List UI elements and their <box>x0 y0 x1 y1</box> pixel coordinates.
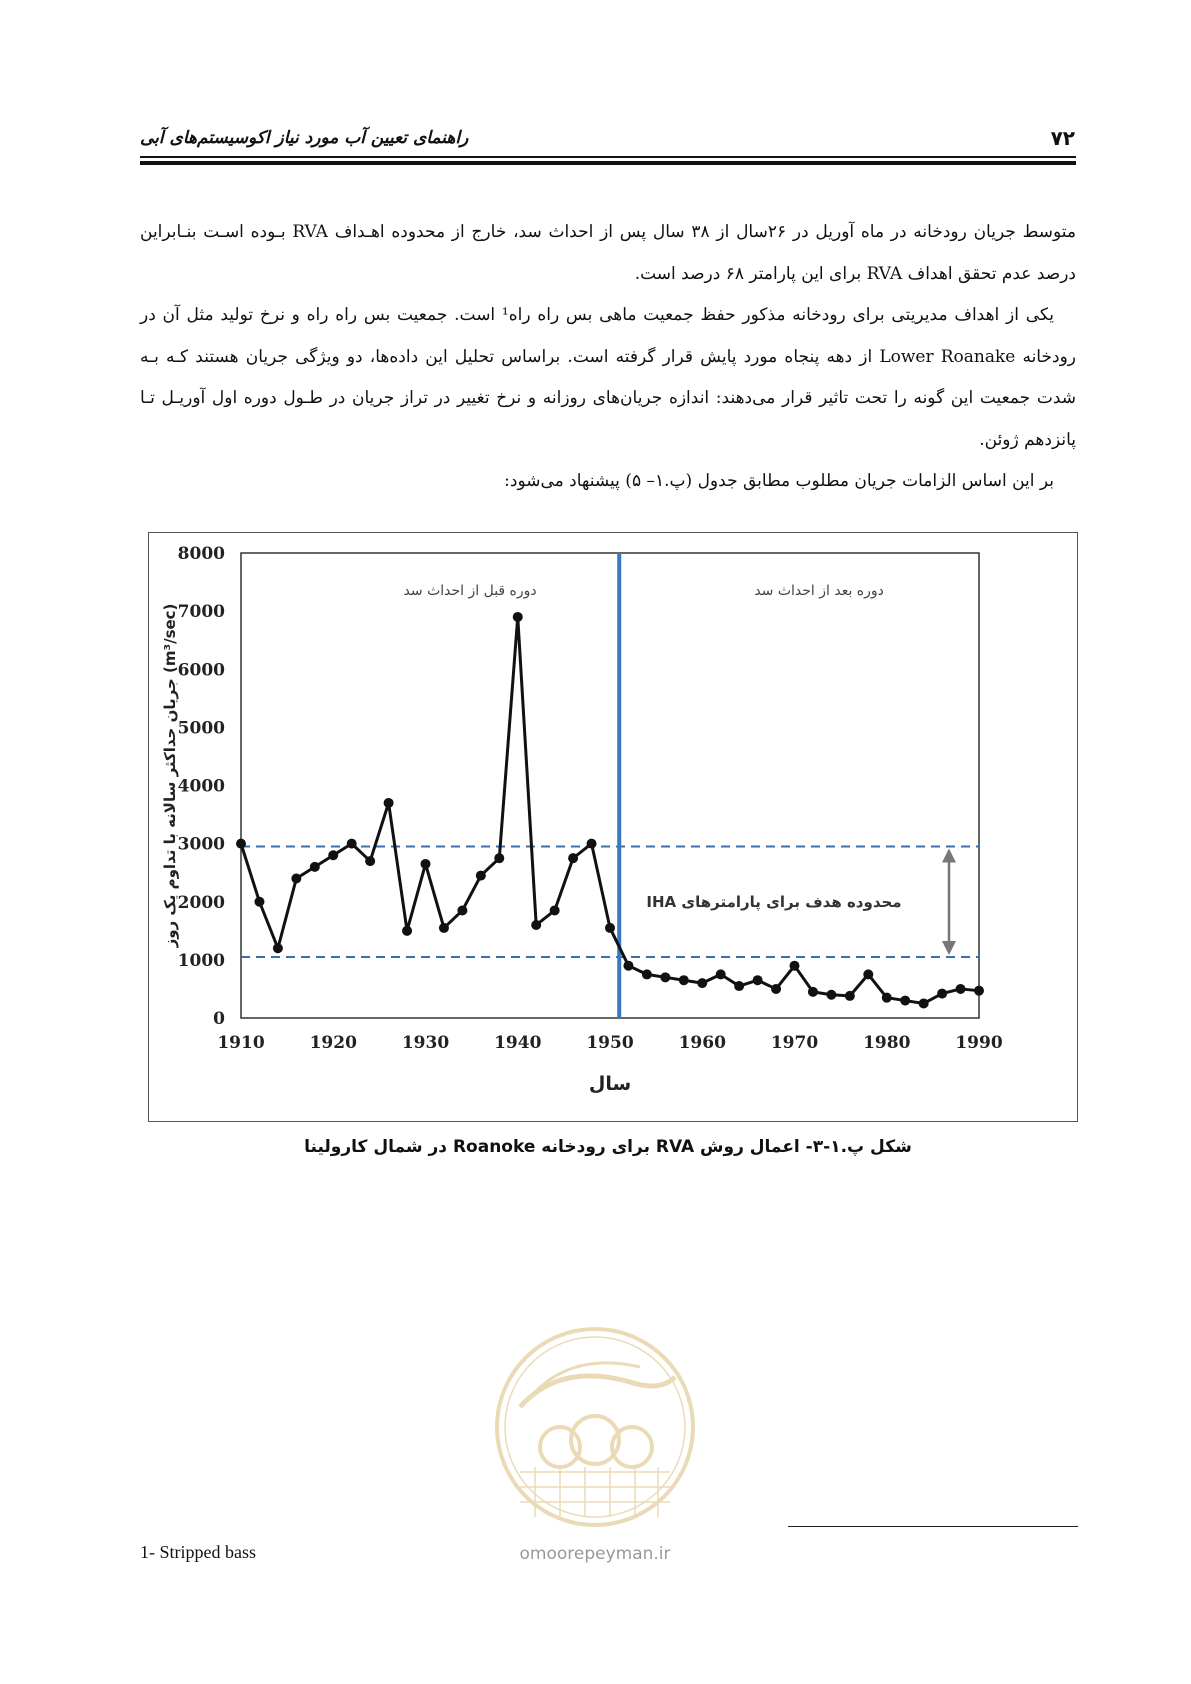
paragraph-2 <box>140 295 1076 461</box>
running-header-title: راهنمای تعیین آب مورد نیاز اکوسیستم‌های آبی <box>140 128 469 148</box>
data-point <box>679 975 689 985</box>
data-point <box>790 961 800 971</box>
data-point <box>457 905 467 915</box>
y-tick-label: 7000 <box>177 602 225 623</box>
data-point <box>513 612 523 622</box>
y-tick-label: 0 <box>213 1009 225 1029</box>
arrow-head-down <box>942 941 956 955</box>
header-rule-thick <box>140 161 1076 165</box>
data-point <box>771 984 781 994</box>
data-point <box>956 984 966 994</box>
x-tick-label: 1940 <box>494 1033 542 1053</box>
target-range-label: محدوده هدف برای پارامترهای IHA <box>646 892 902 911</box>
x-tick-label: 1930 <box>401 1033 450 1053</box>
data-point <box>568 853 578 863</box>
y-tick-label: 1000 <box>177 950 225 971</box>
y-tick-label: 5000 <box>177 718 225 739</box>
data-point <box>439 923 449 933</box>
data-point <box>273 943 283 953</box>
data-point <box>550 905 560 915</box>
data-point <box>734 981 744 991</box>
y-tick-label: 8000 <box>177 544 225 564</box>
data-point <box>808 987 818 997</box>
y-tick-label: 3000 <box>177 834 225 855</box>
data-point <box>254 897 264 907</box>
x-tick-label: 1950 <box>586 1033 634 1053</box>
data-point <box>697 978 707 988</box>
x-tick-label: 1920 <box>309 1033 357 1053</box>
text-line: متوسط جریان رودخانه در ماه آوریل در ۲۶سال از ۳۸ سال پس از احداث سد، خارج از محدوده اهـداف RVA بـوده اسـت بنـابراین <box>140 222 1076 242</box>
data-point <box>845 991 855 1001</box>
watermark <box>480 1322 710 1572</box>
y-tick-label: 6000 <box>177 660 225 681</box>
data-point <box>402 926 412 936</box>
data-point <box>291 874 301 884</box>
series-line <box>241 617 979 1004</box>
text-line: بر این اساس الزامات جریان مطلوب مطابق جدول (پ.۱– ۵) پیشنهاد می‌شود: <box>504 471 1054 491</box>
figure-caption: شکل پ.۱-۳- اعمال روش RVA برای رودخانه Roanoke در شمال کارولینا <box>304 1137 912 1157</box>
header-rule-thin <box>140 156 1076 158</box>
pre-dam-label: دوره قبل از احداث سد <box>403 583 537 599</box>
figure-frame <box>148 532 1078 1122</box>
watermark-logo <box>480 1322 710 1537</box>
footnote-rule <box>788 1526 1078 1527</box>
data-point <box>974 986 984 996</box>
data-point <box>863 969 873 979</box>
data-point <box>587 839 597 849</box>
arrow-head-up <box>942 849 956 863</box>
watermark-url: omoorepeyman.ir <box>519 1544 671 1564</box>
data-point <box>531 920 541 930</box>
paragraph-3 <box>140 461 1076 503</box>
text-line: رودخانه Lower Roanake از دهه پنجاه مورد پایش قرار گرفته است. براساس تحلیل این داده‌ها، دو ویژگی جریان هستند کـه بـه <box>140 346 1076 367</box>
x-tick-label: 1910 <box>217 1033 265 1053</box>
data-point <box>753 975 763 985</box>
data-point <box>421 859 431 869</box>
data-point <box>882 993 892 1003</box>
data-point <box>642 969 652 979</box>
data-point <box>236 839 246 849</box>
y-axis-title: جریان حداکثر سالانه با تداوم یک روز (m³/sec) <box>161 603 179 948</box>
text-line: یکی از اهداف مدیریتی برای رودخانه مذکور حفظ جمعیت ماهی بس راه راه¹ است. جمعیت بس راه راه و نرخ تولید مثل آن در <box>140 305 1054 325</box>
x-tick-label: 1990 <box>955 1033 1003 1053</box>
text-line: پانزدهم ژوئن. <box>979 429 1076 450</box>
y-tick-label: 4000 <box>177 776 225 797</box>
footnote: 1- Stripped bass <box>140 1542 256 1562</box>
data-point <box>937 989 947 999</box>
post-dam-label: دوره بعد از احداث سد <box>754 583 884 599</box>
data-point <box>900 996 910 1006</box>
text-line: درصد عدم تحقق اهداف RVA برای این پارامتر ۶۸ درصد است. <box>634 263 1076 284</box>
data-point <box>623 961 633 971</box>
data-point <box>476 871 486 881</box>
data-point <box>347 839 357 849</box>
data-point <box>716 969 726 979</box>
flow-chart <box>149 533 1077 1121</box>
text-line: شدت جمعیت این گونه را تحت تاثیر قرار می‌دهند: اندازه جریان‌های روزانه و نرخ تغییر در تراز جریان در طـول دوره اول آوریـل تـا <box>140 388 1076 408</box>
x-axis-title: سال <box>588 1073 632 1095</box>
x-tick-label: 1980 <box>863 1033 911 1053</box>
data-point <box>365 856 375 866</box>
page-number: ۷۲ <box>1050 126 1075 150</box>
x-tick-label: 1970 <box>770 1033 819 1053</box>
y-tick-label: 2000 <box>177 892 225 913</box>
data-point <box>494 853 504 863</box>
data-point <box>826 990 836 1000</box>
data-point <box>919 998 929 1008</box>
data-point <box>328 850 338 860</box>
paragraph-1 <box>140 212 1076 295</box>
data-point <box>384 798 394 808</box>
plot-frame <box>241 553 979 1018</box>
data-point <box>660 972 670 982</box>
data-point <box>605 923 615 933</box>
data-point <box>310 862 320 872</box>
x-tick-label: 1960 <box>678 1033 726 1053</box>
